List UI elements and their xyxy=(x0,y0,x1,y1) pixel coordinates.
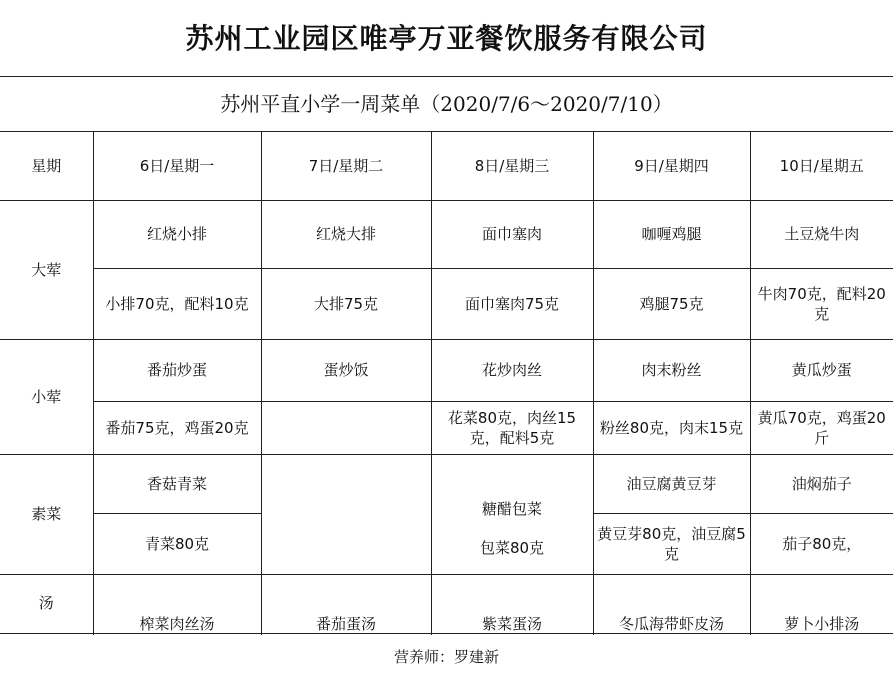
nutritionist-footer: 营养师：罗建新 xyxy=(393,648,499,666)
dish-cell: 紫菜蛋汤 xyxy=(431,575,593,635)
detail-cell: 番茄75克，鸡蛋20克 xyxy=(93,402,261,455)
dish-cell: 油焖茄子 xyxy=(750,455,893,514)
category-label-sucai: 素菜 xyxy=(0,455,93,575)
header-row xyxy=(0,132,893,201)
detail-cell: 黄豆芽80克，油豆腐5克 xyxy=(593,514,750,575)
dish-cell: 油豆腐黄豆芽 xyxy=(593,455,750,514)
detail-cell: 牛肉70克，配料20克 xyxy=(750,269,893,340)
dish-cell: 黄瓜炒蛋 xyxy=(750,340,893,402)
dish-cell: 蛋炒饭 xyxy=(261,340,431,402)
dish-cell: 冬瓜海带虾皮汤 xyxy=(593,575,750,635)
detail-cell: 黄瓜70克，鸡蛋20斤 xyxy=(750,402,893,455)
dish-cell: 咖喱鸡腿 xyxy=(593,201,750,269)
dish-cell: 萝卜小排汤 xyxy=(750,575,893,635)
xiaohun-detail-row xyxy=(0,402,893,455)
detail-cell: 大排75克 xyxy=(261,269,431,340)
tang-row xyxy=(0,575,893,635)
detail-cell: 面巾塞肉75克 xyxy=(431,269,593,340)
menu-subtitle: 苏州平直小学一周菜单（2020/7/6～2020/7/10） xyxy=(220,92,673,116)
dish-cell: 红烧小排 xyxy=(93,201,261,269)
detail-cell: 粉丝80克，肉末15克 xyxy=(593,402,750,455)
dahun-dish-row xyxy=(0,201,893,269)
dish-cell: 番茄蛋汤 xyxy=(261,575,431,635)
header-cell-wed: 8日/星期三 xyxy=(431,132,593,201)
detail-cell: 青菜80克 xyxy=(93,514,261,575)
dish-cell: 红烧大排 xyxy=(261,201,431,269)
header-cell-thu: 9日/星期四 xyxy=(593,132,750,201)
dish-cell: 番茄炒蛋 xyxy=(93,340,261,402)
dish-cell-empty xyxy=(261,455,431,575)
detail-cell: 茄子80克， xyxy=(750,514,893,575)
sucai-detail-wed: 包菜80克 xyxy=(479,538,545,557)
dish-cell xyxy=(431,455,593,575)
detail-cell xyxy=(261,402,431,455)
sucai-dish-row xyxy=(0,455,893,514)
header-cell-mon: 6日/星期一 xyxy=(93,132,261,201)
xiaohun-dish-row xyxy=(0,340,893,402)
detail-cell: 鸡腿75克 xyxy=(593,269,750,340)
category-label-dahun: 大荤 xyxy=(0,201,93,340)
header-cell-tue: 7日/星期二 xyxy=(261,132,431,201)
dish-cell: 花炒肉丝 xyxy=(431,340,593,402)
category-label-tang: 汤 xyxy=(0,575,93,635)
header-cell-weekday: 星期 xyxy=(0,132,93,201)
header-cell-fri: 10日/星期五 xyxy=(750,132,893,201)
dish-cell: 土豆烧牛肉 xyxy=(750,201,893,269)
dahun-detail-row xyxy=(0,269,893,340)
company-title: 苏州工业园区唯亭万亚餐饮服务有限公司 xyxy=(185,22,708,55)
weekly-menu-table xyxy=(0,131,893,635)
detail-cell: 小排70克，配料10克 xyxy=(93,269,261,340)
dish-cell: 榨菜肉丝汤 xyxy=(93,575,261,635)
category-label-xiaohun: 小荤 xyxy=(0,340,93,455)
dish-cell: 面巾塞肉 xyxy=(431,201,593,269)
detail-cell: 花菜80克，肉丝15克，配料5克 xyxy=(431,402,593,455)
sucai-dish-wed: 糖醋包菜 xyxy=(481,499,542,518)
dish-cell: 香菇青菜 xyxy=(93,455,261,514)
dish-cell: 肉末粉丝 xyxy=(593,340,750,402)
